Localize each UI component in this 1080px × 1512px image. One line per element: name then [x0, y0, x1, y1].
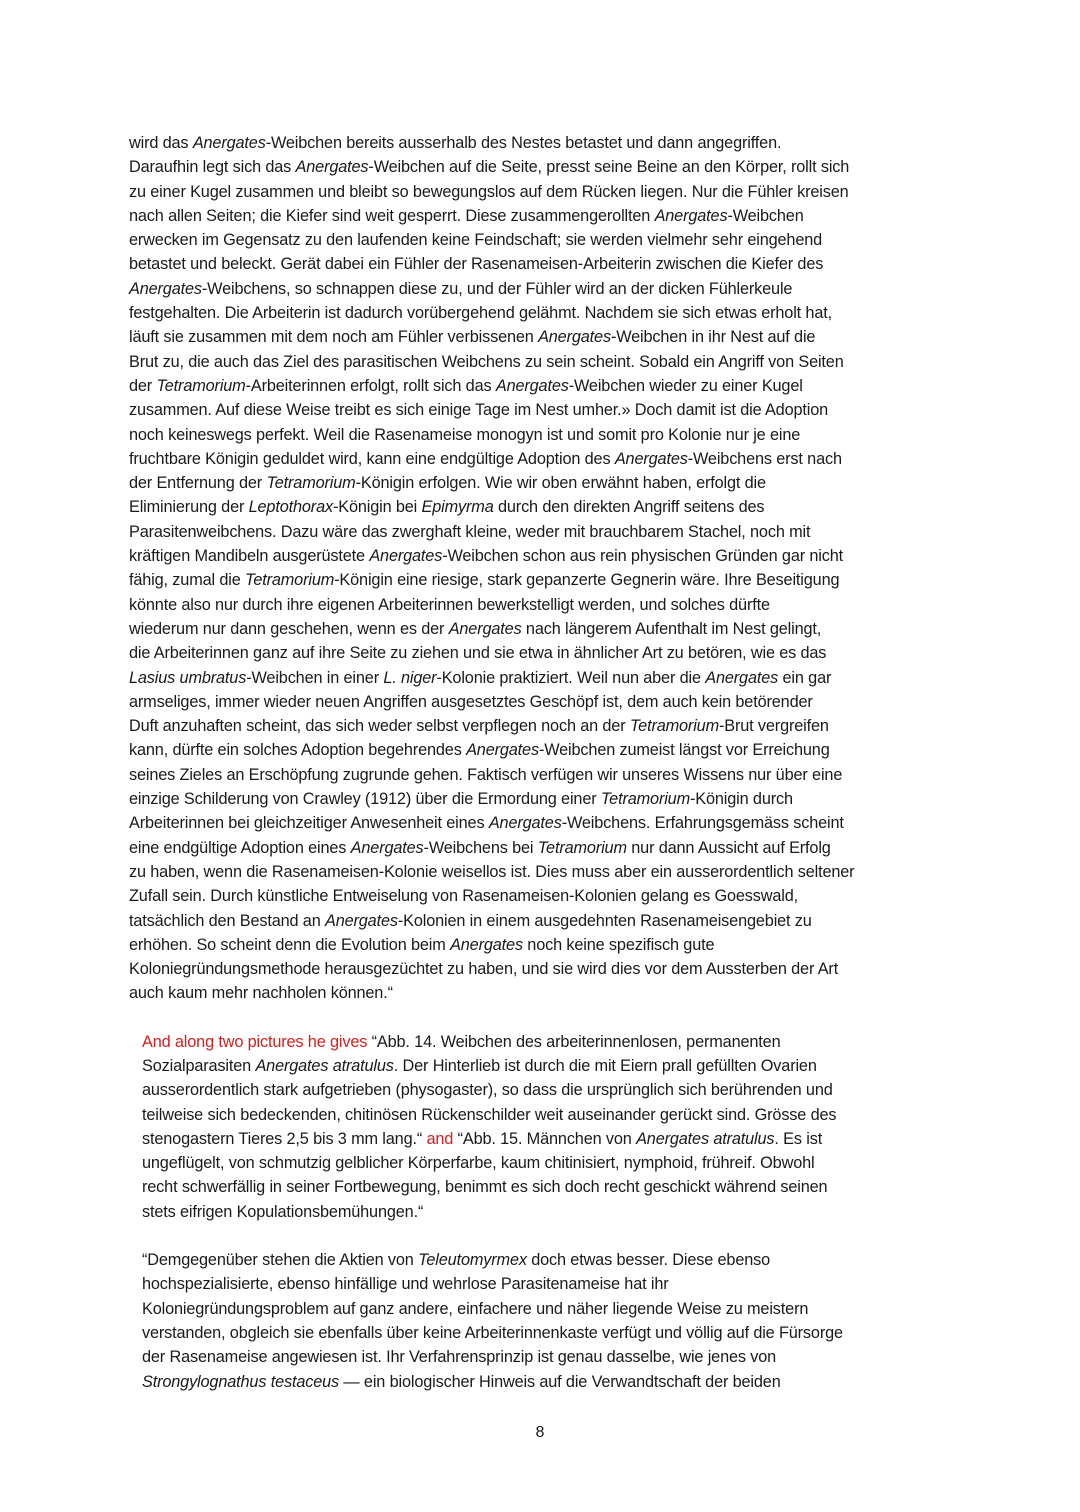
text-line — [129, 447, 959, 471]
text-run: hochspezialisierte, ebenso hinfällige und wehrlose Parasitenameise hat ihr — [142, 1275, 669, 1294]
page-number: 8 — [535, 1424, 545, 1441]
italic-taxon-name: Anergates — [369, 547, 443, 566]
text-line — [129, 787, 959, 811]
text-line — [129, 641, 959, 665]
italic-taxon-name: Teleutomyrmex — [418, 1251, 527, 1270]
text-line — [129, 1078, 959, 1102]
text-line — [129, 471, 959, 495]
italic-taxon-name: Anergates — [495, 376, 569, 395]
text-run: kräftigen Mandibeln ausgerüstete — [129, 547, 370, 566]
text-run: Koloniegründungsproblem auf ganz andere, einfachere und näher liegende Weise zu meistern — [142, 1299, 809, 1318]
text-line — [129, 568, 959, 592]
text-line — [129, 325, 959, 349]
text-run: -Königin erfolgen. Wie wir oben erwähnt haben, erfolgt die — [355, 474, 766, 493]
text-line — [129, 1103, 959, 1127]
text-line — [129, 1200, 959, 1224]
text-line — [129, 520, 959, 544]
text-run: fähig, zumal die — [129, 571, 246, 590]
text-run: Arbeiterinnen bei gleichzeitiger Anwesenheit eines — [129, 814, 489, 833]
text-run: fruchtbare Königin geduldet wird, kann eine endgültige Adoption des — [129, 449, 615, 468]
text-run: nur dann Aussicht auf Erfolg — [626, 838, 831, 857]
text-run: einzige Schilderung von Crawley (1912) über die Ermordung einer — [129, 790, 601, 809]
text-line — [129, 1127, 959, 1151]
text-line — [129, 738, 959, 762]
italic-taxon-name: Anergates — [129, 279, 202, 298]
text-line — [129, 1175, 959, 1199]
italic-taxon-name: Strongylognathus testaceus — [142, 1372, 340, 1391]
text-line — [129, 1297, 959, 1321]
italic-taxon-name: L. niger — [383, 668, 437, 687]
italic-taxon-name: Tetramorium — [156, 376, 246, 395]
text-run: eine endgültige Adoption eines — [129, 838, 351, 857]
text-run: noch keineswegs perfekt. Weil die Rasenameise monogyn ist und somit pro Kolonie nur je eine — [129, 425, 801, 444]
text-run: erhöhen. So scheint denn die Evolution beim — [129, 935, 451, 954]
text-run: -Weibchen wieder zu einer Kugel — [568, 376, 803, 395]
text-run: -Weibchen — [727, 206, 804, 225]
text-run: stets eifrigen Kopulationsbemühungen.“ — [142, 1202, 424, 1221]
text-line — [129, 909, 959, 933]
text-run: zu einer Kugel zusammen und bleibt so bewegungslos auf dem Rücken liegen. Nur die Fühler kreisen — [129, 182, 849, 201]
italic-taxon-name: Anergates — [448, 619, 522, 638]
text-line — [129, 957, 959, 981]
text-run: erwecken im Gegensatz zu den laufenden keine Feindschaft; sie werden vielmehr sehr eingehend — [129, 231, 823, 250]
text-run: wird das — [129, 134, 193, 152]
text-run: -Weibchen auf die Seite, presst seine Beine an den Körper, rollt sich — [368, 158, 850, 177]
text-line — [129, 884, 959, 908]
text-run: “Abb. 15. Männchen von — [453, 1129, 637, 1148]
text-run: -Weibchens. Erfahrungsgemäss scheint — [561, 814, 844, 833]
text-run: -Weibchen schon aus rein physischen Gründen gar nicht — [442, 547, 844, 566]
italic-taxon-name: Epimyrma — [421, 498, 494, 517]
text-line — [129, 204, 959, 228]
text-line — [129, 131, 959, 155]
text-run: kann, dürfte ein solches Adoption begehrendes — [129, 741, 467, 760]
text-run: “Demgegenüber stehen die Aktien von — [142, 1251, 419, 1270]
text-run: Duft anzuhaften scheint, das sich weder selbst verpflegen noch an der — [129, 717, 630, 736]
text-line — [129, 495, 959, 519]
text-line — [129, 1054, 959, 1078]
italic-taxon-name: Anergates — [450, 935, 523, 954]
text-run: -Arbeiterinnen erfolgt, rollt sich das — [245, 376, 496, 395]
text-run: Brut zu, die auch das Ziel des parasitischen Weibchens zu sein scheint. Sobald ein Angriff von Seiten — [129, 352, 844, 371]
text-line — [129, 228, 959, 252]
text-run: -Königin eine riesige, stark gepanzerte Gegnerin wäre. Ihre Beseitigung — [334, 571, 840, 590]
text-line — [129, 860, 959, 884]
text-run: die Arbeiterinnen ganz auf ihre Seite zu ziehen und sie etwa in ähnlicher Art zu betören, wie es das — [129, 644, 827, 663]
text-line — [129, 350, 959, 374]
text-run: könnte also nur durch ihre eigenen Arbeiterinnen bewerkstelligt werden, und solches dürfte — [129, 595, 770, 614]
text-run: nach längerem Aufenthalt im Nest gelingt, — [521, 619, 822, 638]
text-line — [129, 544, 959, 568]
text-run: -Weibchen zumeist längst vor Erreichung — [538, 741, 830, 760]
text-line — [129, 981, 959, 1005]
text-run: -Königin bei — [332, 498, 422, 517]
text-run: tatsächlich den Bestand an — [129, 911, 325, 930]
italic-taxon-name: Anergates — [614, 449, 688, 468]
text-line — [129, 180, 959, 204]
text-run: wiederum nur dann geschehen, wenn es der — [129, 619, 449, 638]
text-line — [129, 155, 959, 179]
text-run: recht schwerfällig in seiner Fortbewegung, benimmt es sich doch recht geschickt während seinen — [142, 1178, 828, 1197]
text-line — [129, 1321, 959, 1345]
text-line — [129, 374, 959, 398]
text-line — [129, 714, 959, 738]
italic-taxon-name: Tetramorium — [600, 790, 691, 809]
italic-taxon-name: Lasius umbratus — [129, 668, 247, 687]
text-run: nach allen Seiten; die Kiefer sind weit gesperrt. Diese zusammengerollten — [129, 206, 655, 225]
text-run: -Königin durch — [690, 790, 793, 809]
text-run: -Weibchens, so schnappen diese zu, und der Fühler wird an der dicken Fühlerkeule — [201, 279, 793, 298]
text-run: der Entfernung der — [129, 474, 267, 493]
paragraph-quote-anergates-adoption — [129, 131, 959, 1006]
text-line — [129, 933, 959, 957]
text-run: der — [129, 376, 157, 395]
text-run: Daraufhin legt sich das — [129, 158, 296, 177]
text-run: -Weibchen in einer — [246, 668, 384, 687]
text-run: läuft sie zusammen mit dem noch am Fühler verbissenen — [129, 328, 539, 347]
text-run: ungeflügelt, von schmutzig gelblicher Körperfarbe, kaum chitinisiert, nymphoid, frühreif. Obwohl — [142, 1154, 815, 1173]
italic-taxon-name: Anergates atratulus — [255, 1056, 394, 1075]
text-run: seines Zieles an Erschöpfung zugrunde gehen. Faktisch verfügen wir unseres Wissens nur über eine — [129, 765, 843, 784]
text-run: verstanden, obgleich sie ebenfalls über keine Arbeiterinnenkaste verfügt und völlig auf die Fürsorge — [142, 1323, 843, 1342]
text-line — [129, 617, 959, 641]
italic-taxon-name: Anergates — [295, 158, 369, 177]
text-run: -Weibchen in ihr Nest auf die — [610, 328, 816, 347]
text-run: “Abb. 14. Weibchen des arbeiterinnenlosen, permanenten — [367, 1032, 781, 1051]
text-run: . Der Hinterlieb ist durch die mit Eiern prall gefüllten Ovarien — [393, 1056, 817, 1075]
paragraph-figure-captions — [129, 1030, 959, 1224]
italic-taxon-name: Anergates — [350, 838, 424, 857]
annotation-text: And along two pictures he gives — [142, 1032, 368, 1051]
text-run: betastet und beleckt. Gerät dabei ein Fühler der Rasenameisen-Arbeiterin zwischen die Kiefer des — [129, 255, 824, 274]
text-run: -Weibchen bereits ausserhalb des Nestes betastet und dann angegriffen. — [265, 134, 782, 152]
text-run: Koloniegründungsmethode herausgezüchtet zu haben, und sie wird dies vor dem Aussterben der Art — [129, 960, 839, 979]
document-page — [129, 131, 959, 1394]
text-run: stenogastern Tieres 2,5 bis 3 mm lang.“ — [142, 1129, 427, 1148]
text-line — [129, 593, 959, 617]
text-line — [129, 301, 959, 325]
italic-taxon-name: Anergates — [488, 814, 562, 833]
text-run: teilweise sich bedeckenden, chitinösen Rückenschilder weit auseinander gerückt sind. Grösse des — [142, 1105, 837, 1124]
text-line — [129, 763, 959, 787]
text-run: — ein biologischer Hinweis auf die Verwandtschaft der beiden — [339, 1372, 781, 1391]
text-run: Zufall sein. Durch künstliche Entweiselung von Rasenameisen-Kolonien gelang es Goesswald, — [129, 887, 799, 906]
text-run: armseliges, immer wieder neuen Angriffen ausgesetztes Geschöpf ist, dem auch kein betörender — [129, 692, 813, 711]
text-line — [129, 811, 959, 835]
text-line — [129, 398, 959, 422]
italic-taxon-name: Tetramorium — [266, 474, 356, 493]
text-line — [129, 1370, 959, 1394]
text-line — [129, 1248, 959, 1272]
text-run: Eliminierung der — [129, 498, 249, 517]
paragraph-teleutomyrmex — [129, 1248, 959, 1394]
italic-taxon-name: Anergates — [324, 911, 398, 930]
italic-taxon-name: Anergates — [705, 668, 779, 687]
text-line — [129, 1345, 959, 1369]
italic-taxon-name: Tetramorium — [629, 717, 719, 736]
text-run: zusammen. Auf diese Weise treibt es sich einige Tage im Nest umher.» Doch damit ist die Adoption — [129, 401, 829, 420]
text-line — [129, 836, 959, 860]
text-run: ausserordentlich stark aufgetrieben (physogaster), so dass die ursprünglich sich berührenden und — [142, 1081, 833, 1100]
annotation-text: and — [426, 1129, 454, 1148]
text-run: -Kolonien in einem ausgedehnten Rasenameisengebiet zu — [397, 911, 812, 930]
text-line — [129, 1151, 959, 1175]
text-run: noch keine spezifisch gute — [522, 935, 715, 954]
text-run: der Rasenameise angewiesen ist. Ihr Verfahrensprinzip ist genau dasselbe, wie jenes von — [142, 1348, 777, 1367]
italic-taxon-name: Anergates — [192, 134, 266, 152]
italic-taxon-name: Tetramorium — [537, 838, 627, 857]
text-run: ein gar — [778, 668, 832, 687]
text-run: festgehalten. Die Arbeiterin ist dadurch vorübergehend gelähmt. Nachdem sie sich etwas erholt hat, — [129, 304, 832, 323]
text-line — [129, 423, 959, 447]
text-line — [129, 1030, 959, 1054]
italic-taxon-name: Tetramorium — [245, 571, 335, 590]
text-run: -Kolonie praktiziert. Weil nun aber die — [436, 668, 706, 687]
italic-taxon-name: Anergates — [654, 206, 728, 225]
italic-taxon-name: Leptothorax — [248, 498, 333, 517]
text-run: Parasitenweibchens. Dazu wäre das zwerghaft kleine, weder mit brauchbarem Stachel, noch mit — [129, 522, 811, 541]
italic-taxon-name: Anergates atratulus — [636, 1129, 775, 1148]
text-run: -Weibchens erst nach — [687, 449, 842, 468]
text-line — [129, 252, 959, 276]
text-run: auch kaum mehr nachholen können.“ — [129, 984, 393, 1003]
italic-taxon-name: Anergates — [466, 741, 539, 760]
text-run: Sozialparasiten — [142, 1056, 256, 1075]
text-line — [129, 666, 959, 690]
text-run: -Brut vergreifen — [719, 717, 829, 736]
text-run: zu haben, wenn die Rasenameisen-Kolonie weisellos ist. Dies muss aber ein ausserordentlich seltener — [129, 862, 855, 881]
text-run: durch den direkten Angriff seitens des — [493, 498, 765, 517]
text-run: doch etwas besser. Diese ebenso — [526, 1251, 771, 1270]
italic-taxon-name: Anergates — [538, 328, 611, 347]
text-line — [129, 690, 959, 714]
text-line — [129, 277, 959, 301]
text-run: -Weibchens bei — [423, 838, 538, 857]
text-run: . Es ist — [774, 1129, 823, 1148]
text-line — [129, 1272, 959, 1296]
